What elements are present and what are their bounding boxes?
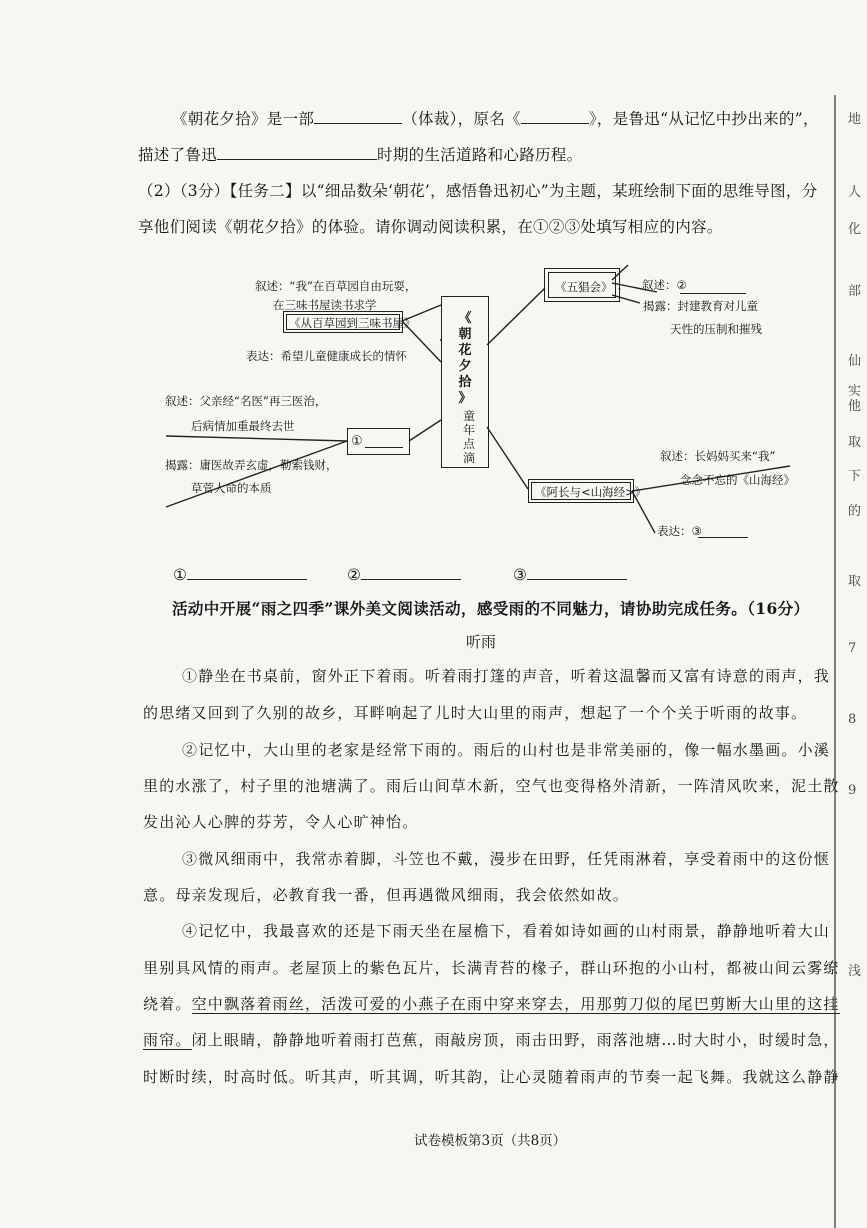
wuchang-box bbox=[544, 268, 620, 302]
essay-text: 绕着。 bbox=[143, 995, 192, 1013]
essay-line: 意。母亲发现后，必教育我一番，但再遇微风细雨，我会依然如故。 bbox=[143, 886, 630, 904]
q2-line1: （2）（3分）【任务二】以“细品数朵‘朝花’，感悟鲁迅初心”为主题，某班绘制下面的思维导图，分 bbox=[138, 182, 818, 200]
fuqin-box bbox=[347, 428, 410, 455]
margin-char: 部 bbox=[848, 284, 862, 299]
center-title: 《 朝 花 夕 拾 》 bbox=[458, 311, 472, 406]
margin-char: 的 bbox=[848, 504, 862, 519]
essay-line: 里的水涨了，村子里的池塘满了。雨后山间草木新，空气也变得格外清新，一阵清风吹来，泥土散 bbox=[143, 777, 840, 795]
essay-title: 听雨 bbox=[466, 633, 497, 651]
answer-1-line[interactable] bbox=[187, 564, 307, 580]
azhang-desc-1: 叙述：长妈妈买来“我” bbox=[660, 449, 776, 463]
margin-char: 仙 bbox=[848, 354, 862, 369]
answer-3 bbox=[513, 564, 627, 584]
essay-line: ④记忆中，我最喜欢的还是下雨天坐在屋檐下，看着如诗如画的山村雨景，静静地听着大山 bbox=[182, 922, 831, 940]
margin-char: 化 bbox=[848, 222, 862, 237]
answer-1 bbox=[173, 564, 307, 584]
baicao-title: 《从百草园到三味书屋》 bbox=[289, 316, 416, 330]
margin-char: 他 bbox=[848, 399, 862, 414]
answer-3-blank-inline[interactable] bbox=[698, 522, 748, 538]
essay-line: 发出沁人心脾的芬芳，令人心旷神怡。 bbox=[143, 813, 419, 831]
answer-2-line[interactable] bbox=[361, 564, 461, 580]
answer-2-blank-inline[interactable] bbox=[680, 278, 746, 294]
azhang-desc-2: 念念不忘的《山海经》 bbox=[680, 473, 795, 487]
wuchang-title: 《五猖会》 bbox=[555, 280, 613, 294]
wuchang-reveal-1: 揭露：封建教育对儿童 bbox=[643, 299, 758, 313]
answer-1-label: ① bbox=[173, 566, 188, 584]
margin-char: 地 bbox=[848, 112, 862, 127]
essay-line: 的思绪又回到了久别的故乡，耳畔响起了儿时大山里的雨声，想起了一个个关于听雨的故事。 bbox=[143, 704, 808, 722]
margin-char: 人 bbox=[848, 185, 862, 200]
baicao-box bbox=[283, 311, 416, 333]
essay-line: 里别具风情的雨声。老屋顶上的紫色瓦片，长满青苔的椽子，群山环抱的小山村，都被山间云雾缭 bbox=[143, 959, 840, 977]
margin-char: 8 bbox=[848, 712, 857, 727]
fuqin-reveal-2: 草菅人命的本质 bbox=[191, 481, 272, 495]
essay-line: 时断时续，时高时低。听其声，听其调，听其韵，让心灵随着雨声的节奏一起飞舞。我就这么静静 bbox=[143, 1068, 840, 1086]
underlined-sentence: 空中飘落着雨丝，活泼可爱的小燕子在雨中穿来穿去，用那剪刀似的尾巴剪断大山里的这挂 bbox=[191, 995, 840, 1013]
margin-char: 下 bbox=[848, 469, 862, 484]
fuqin-desc-2: 后病情加重最终去世 bbox=[191, 419, 295, 433]
baicao-desc-1: 叙述：“我”在百草园自由玩耍， bbox=[255, 279, 417, 293]
azhang-title: 《阿长与<山海经>》 bbox=[535, 485, 647, 499]
margin-char: 9 bbox=[848, 783, 857, 798]
baicao-desc-2: 在三味书屋读书求学 bbox=[273, 298, 377, 312]
center-box bbox=[441, 296, 489, 468]
underlined-sentence-end: 雨帘。 bbox=[143, 1031, 192, 1049]
answer-3-line[interactable] bbox=[527, 564, 627, 580]
q1-text: 》，是鲁迅“从记忆中抄出来的”， bbox=[588, 110, 819, 128]
essay-line-underlined bbox=[143, 993, 840, 1014]
essay-text: 闭上眼睛，静静地听着雨打芭蕉，雨敲房顶，雨击田野，雨落池塘…时大时小，时缓时急， bbox=[191, 1031, 840, 1049]
answer-1-blank-inline[interactable] bbox=[365, 432, 403, 448]
margin-char: 取 bbox=[848, 574, 862, 589]
wuchang-reveal-2: 天性的压制和摧残 bbox=[670, 322, 762, 336]
wuchang-desc: 叙述：② bbox=[642, 278, 687, 292]
fuqin-reveal-1: 揭露：庸医故弄玄虚，勒索钱财， bbox=[165, 458, 338, 472]
answer-2-label: ② bbox=[347, 566, 362, 584]
essay-line: ③微风细雨中，我常赤着脚，斗笠也不戴，漫步在田野，任凭雨淋着，享受着雨中的这份惬 bbox=[182, 850, 831, 868]
answer-2 bbox=[347, 564, 461, 584]
fuqin-desc-1: 叙述：父亲经“名医”再三医治， bbox=[165, 394, 327, 408]
answer-3-label: ③ bbox=[513, 566, 528, 584]
margin-char: 浅 bbox=[848, 964, 862, 979]
essay-line: ①静坐在书桌前，窗外正下着雨。听着雨打篷的声音，听着这温馨而又富有诗意的雨声，我 bbox=[182, 667, 831, 685]
essay-line: ②记忆中，大山里的老家是经常下雨的。雨后的山村也是非常美丽的，像一幅水墨画。小溪 bbox=[182, 741, 831, 759]
azhang-box bbox=[528, 479, 647, 503]
activity-heading: 活动中开展“雨之四季”课外美文阅读活动，感受雨的不同魅力，请协助完成任务。（16分） bbox=[172, 599, 810, 618]
essay-line bbox=[143, 1029, 840, 1050]
baicao-express: 表达：希望儿童健康成长的情怀 bbox=[246, 349, 407, 363]
page-footer: 试卷模板第3页（共8页） bbox=[414, 1133, 567, 1149]
margin-char: 7 bbox=[848, 641, 857, 656]
margin-char: 取 bbox=[848, 435, 862, 450]
azhang-express: 表达：③ bbox=[657, 524, 702, 538]
fuqin-box-label: ① bbox=[351, 434, 363, 449]
q2-line2: 享他们阅读《朝花夕拾》的体验。请你调动阅读积累，在①②③处填写相应的内容。 bbox=[138, 218, 723, 236]
q1-text: 描述了鲁迅 bbox=[138, 146, 218, 164]
q1-text: 《朝花夕拾》是一部 bbox=[172, 110, 315, 128]
q1-text: 时期的生活道路和心路历程。 bbox=[377, 146, 583, 164]
q1-text: （体裁），原名《 bbox=[402, 110, 521, 128]
center-subtitle: 童 年 点 滴 bbox=[462, 409, 475, 465]
margin-char: 实 bbox=[848, 384, 862, 399]
